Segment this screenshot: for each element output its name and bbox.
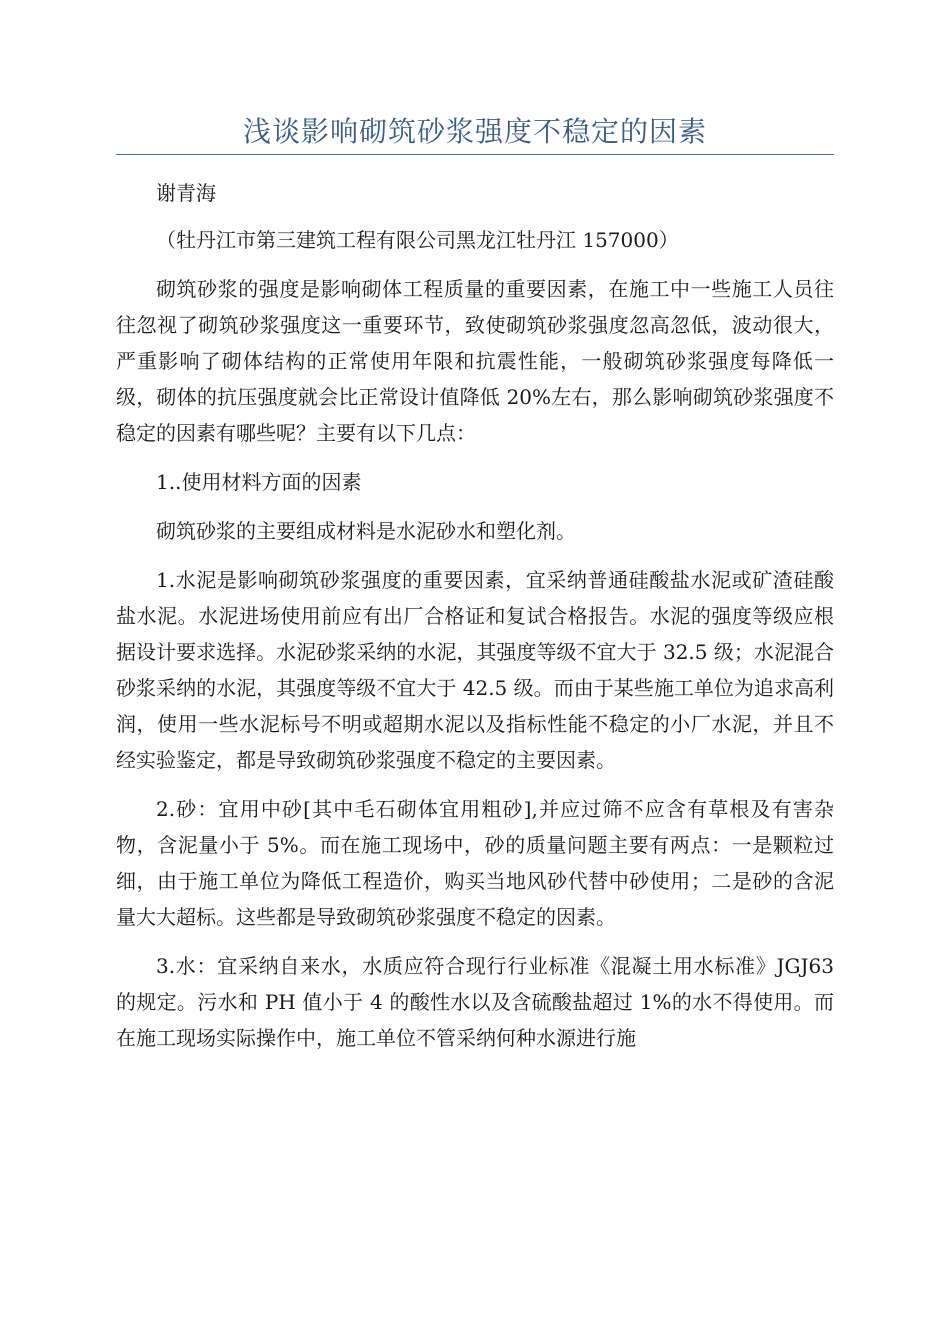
author-name: 谢青海 — [156, 181, 216, 205]
paragraph-water: 3.水：宜采纳自来水，水质应符合现行行业标准《混凝土用水标准》JGJ63 的规定。污水和 PH 值小于 4 的酸性水以及含硫酸盐超过 1%的水不得使用。而在施工现场实际操作中，施工单位不管采纳何种水源进行施 — [116, 954, 834, 1050]
paragraph-intro: 砌筑砂浆的强度是影响砌体工程质量的重要因素，在施工中一些施工人员往往忽视了砌筑砂浆强度这一重要环节，致使砌筑砂浆强度忽高忽低，波动很大，严重影响了砌体结构的正常使用年限和抗震性能，一般砌筑砂浆强度每降低一级，砌体的抗压强度就会比正常设计值降低 20%左右，那么影响砌筑砂浆强度不稳定的因素有哪些呢？主要有以下几点： — [116, 277, 834, 445]
document-title: 浅谈影响砌筑砂浆强度不稳定的因素 — [242, 115, 707, 148]
document-body — [116, 175, 834, 1056]
paragraph-sand: 2.砂：宜用中砂[其中毛石砌体宜用粗砂],并应过筛不应含有草根及有害杂物，含泥量小于 5%。而在施工现场中，砂的质量问题主要有两点：一是颗粒过细，由于施工单位为降低工程造价，购买当地风砂代替中砂使用；二是砂的含泥量大大超标。这些都是导致砌筑砂浆强度不稳定的因素。 — [116, 797, 834, 929]
author-affiliation: （牡丹江市第三建筑工程有限公司黑龙江牡丹江 157000） — [156, 228, 679, 252]
section-heading: 1..使用材料方面的因素 — [156, 470, 362, 494]
paragraph-cement: 1.水泥是影响砌筑砂浆强度的重要因素，宜采纳普通硅酸盐水泥或矿渣硅酸盐水泥。水泥进场使用前应有出厂合格证和复试合格报告。水泥的强度等级应根据设计要求选择。水泥砂浆采纳的水泥，其强度等级不宜大于 32.5 级；水泥混合砂浆采纳的水泥，其强度等级不宜大于 42.5 级。而由于某些施工单位为追求高利润，使用一些水泥标号不明或超期水泥以及指标性能不稳定的小厂水泥，并且不经实验鉴定，都是导致砌筑砂浆强度不稳定的主要因素。 — [116, 568, 834, 772]
title-underline — [116, 154, 834, 155]
paragraph-materials: 砌筑砂浆的主要组成材料是水泥砂水和塑化剂。 — [156, 519, 576, 543]
